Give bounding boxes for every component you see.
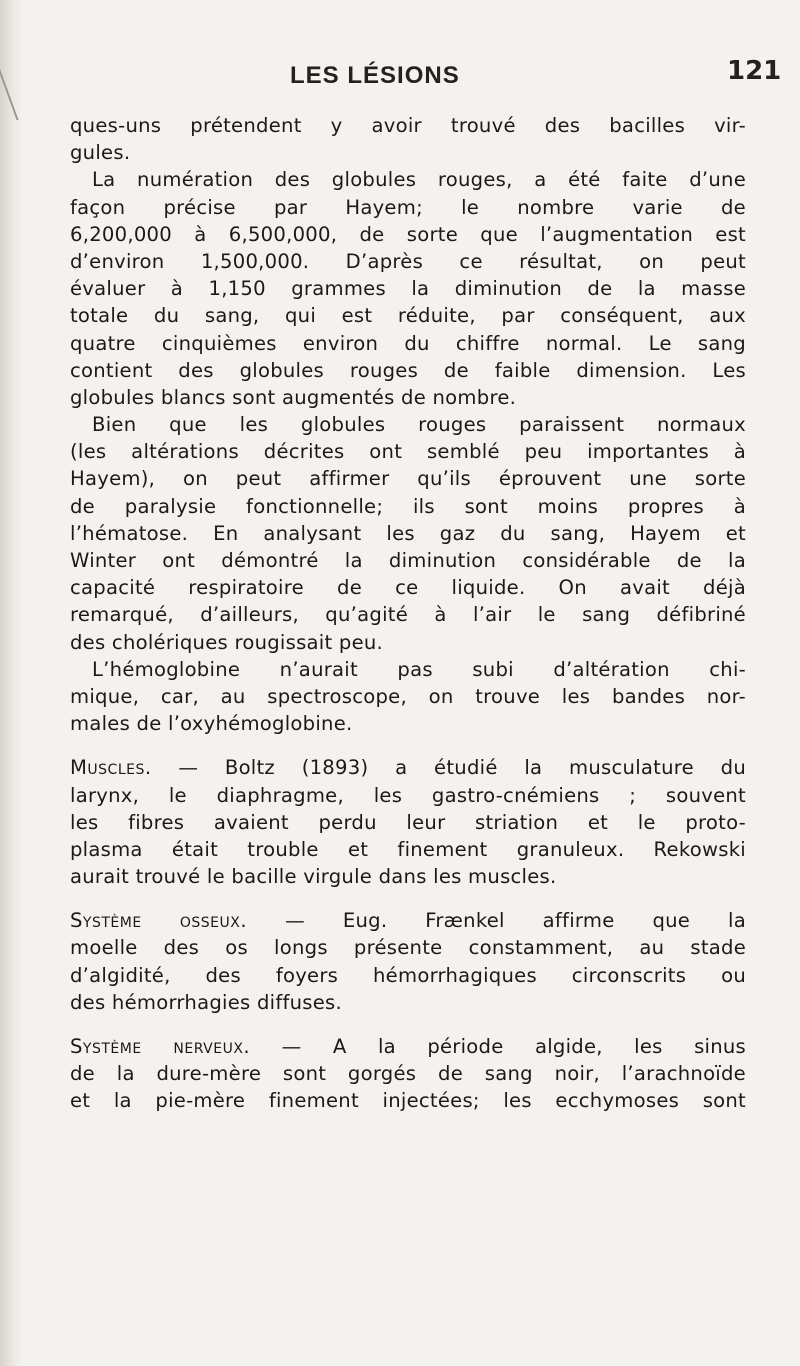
section-heading: Système osseux. <box>70 909 248 933</box>
text-line: les fibres avaient perdu leur striation et le proto- <box>70 810 746 834</box>
text-line: L’hémoglobine n’aurait pas subi d’altération chi- <box>92 657 746 681</box>
paragraph-gap <box>70 737 746 754</box>
text-line: d’algidité, des foyers hémorrhagiques circonscrits ou <box>70 963 746 987</box>
text-line: globules blancs sont augmentés de nombre. <box>70 385 517 409</box>
section-text: — Boltz (1893) a étudié la musculature du <box>178 756 746 780</box>
text-line: La numération des globules rouges, a été faite d’une <box>92 168 746 192</box>
text-line: ques-uns prétendent y avoir trouvé des bacilles vir- <box>70 114 746 137</box>
running-title: LES LÉSIONS <box>290 62 460 89</box>
text-line: Winter ont démontré la diminution considérable de la <box>70 549 746 572</box>
body-text <box>70 112 746 1115</box>
paragraph-gap <box>70 1016 746 1033</box>
text-line: des hémorrhagies diffuses. <box>70 990 342 1014</box>
section-heading: Système nerveux. <box>70 1035 251 1058</box>
section-first-line <box>70 907 746 934</box>
text-line: males de l’oxyhémoglobine. <box>70 712 353 736</box>
paragraph-gap <box>70 890 746 907</box>
section-heading: Muscles. <box>70 756 152 780</box>
text-line: (les altérations décrites ont semblé peu importantes à <box>70 440 746 464</box>
text-line: capacité respiratoire de ce liquide. On avait déjà <box>70 576 746 600</box>
text-line: façon précise par Hayem; le nombre varie de <box>70 195 746 219</box>
text-line: de la dure-mère sont gorgés de sang noir, l’arachnoïde <box>70 1062 746 1086</box>
section-first-line <box>70 1033 746 1060</box>
text-line: gules. <box>70 141 131 165</box>
text-line: plasma était trouble et finement granuleux. Rekowski <box>70 837 746 861</box>
text-line: remarqué, d’ailleurs, qu’agité à l’air le sang défibriné <box>70 603 746 627</box>
page-gutter-shadow <box>0 0 22 1366</box>
text-line: évaluer à 1,150 grammes la diminution de la masse <box>70 277 746 301</box>
section-text: — A la période algide, les sinus <box>281 1035 746 1058</box>
text-line: totale du sang, qui est réduite, par conséquent, aux <box>70 304 746 328</box>
text-line: Hayem), on peut affirmer qu’ils éprouvent une sorte <box>70 467 746 491</box>
text-line: l’hématose. En analysant les gaz du sang, Hayem et <box>70 521 746 545</box>
text-line: larynx, le diaphragme, les gastro-cnémiens ; souvent <box>70 783 746 807</box>
text-line: de paralysie fonctionnelle; ils sont moins propres à <box>70 494 746 518</box>
section-text: — Eug. Frænkel affirme que la <box>285 909 746 933</box>
text-line: quatre cinquièmes environ du chiffre normal. Le sang <box>70 331 746 355</box>
text-line: et la pie-mère finement injectées; les ecchymoses sont <box>70 1089 746 1113</box>
text-line: des cholériques rougissait peu. <box>70 630 384 654</box>
section-first-line <box>70 754 746 781</box>
text-line: 6,200,000 à 6,500,000, de sorte que l’augmentation est <box>70 222 746 246</box>
text-line: moelle des os longs présente constamment, au stade <box>70 936 746 960</box>
text-line: aurait trouvé le bacille virgule dans les muscles. <box>70 865 557 889</box>
text-line: Bien que les globules rouges paraissent normaux <box>92 413 746 437</box>
text-line: d’environ 1,500,000. D’après ce résultat, on peut <box>70 249 746 273</box>
page-header <box>0 56 800 92</box>
text-line: contient des globules rouges de faible dimension. Les <box>70 358 746 382</box>
text-line: mique, car, au spectroscope, on trouve les bandes nor- <box>70 684 746 708</box>
page-number: 121 <box>727 56 782 86</box>
